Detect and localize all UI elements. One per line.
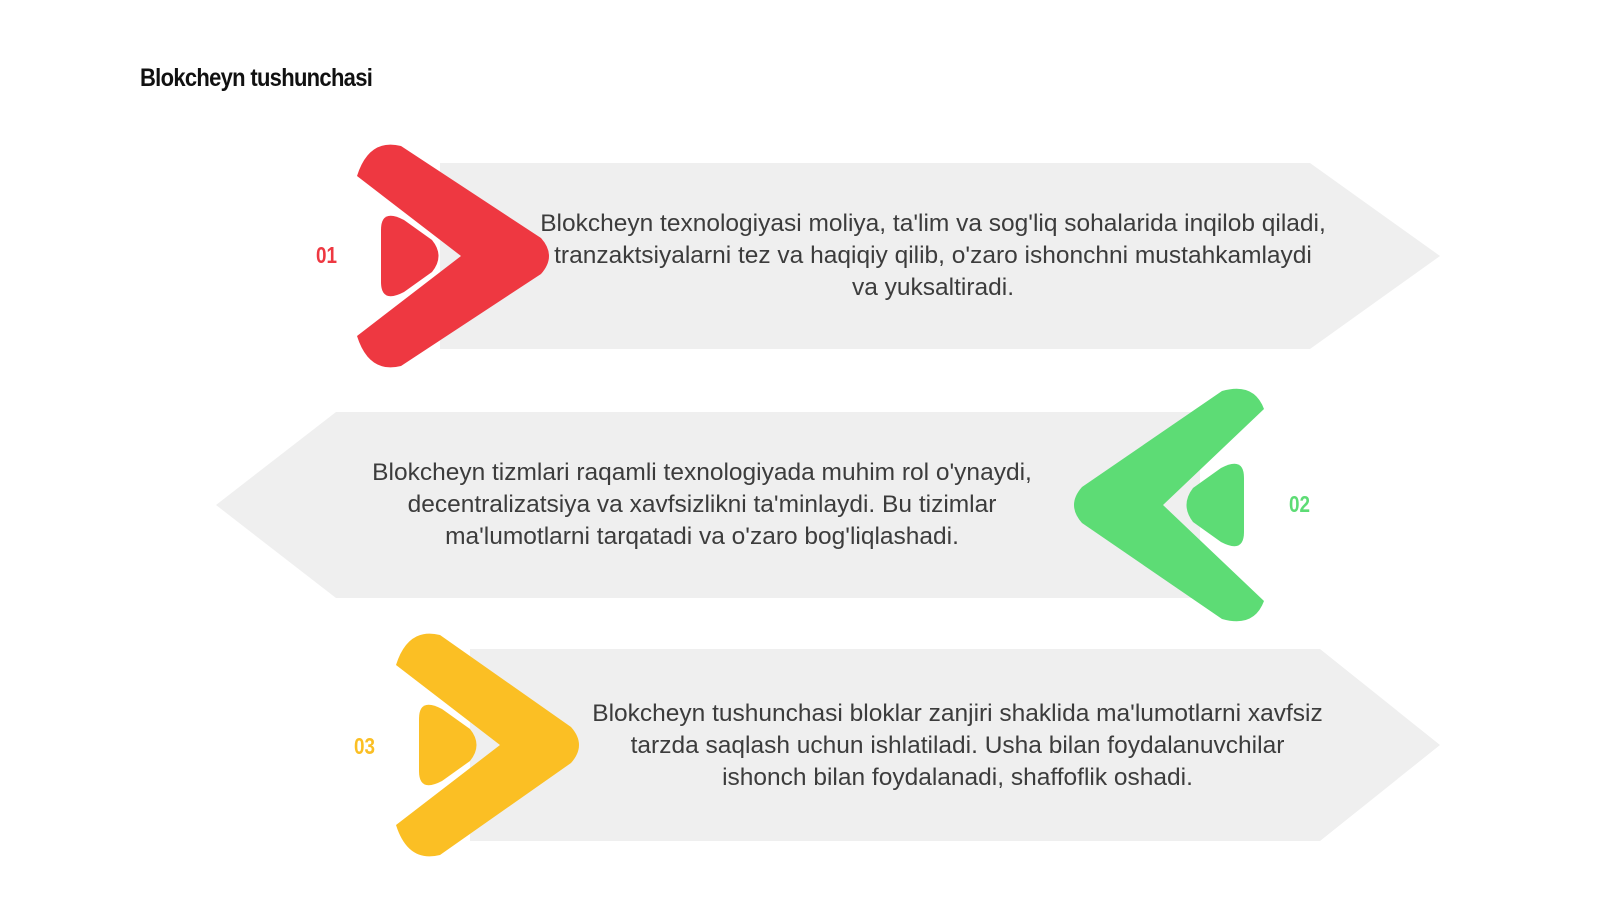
step-2-text: Blokcheyn tizmlari raqamli texnologiyada muhim rol o'ynaydi, decentralizatsiya va xavfsizlikni ta'minlaydi. Bu tizimlar ma'lumotlarni tarqatadi va o'zaro bog'liqlashadi. — [372, 459, 1032, 550]
step-1-number: 01 — [316, 242, 337, 268]
step-3-text: Blokcheyn tushunchasi bloklar zanjiri shaklida ma'lumotlarni xavfsiz tarzda saqlash uchun ishlatiladi. Usha bilan foydalanuvchilar ishonch bilan foydalanadi, shaffoflik oshadi. — [592, 700, 1323, 791]
slide-title: Blokcheyn tushunchasi — [140, 64, 373, 92]
step-3-number: 03 — [354, 733, 375, 759]
step-1-text: Blokcheyn texnologiyasi moliya, ta'lim va sog'liq sohalarida inqilob qiladi, tranzaktsiyalarni tez va haqiqiy qilib, o'zaro ishonchni mustahkamlaydi va yuksaltiradi. — [540, 210, 1326, 301]
step-2-number: 02 — [1289, 491, 1310, 517]
